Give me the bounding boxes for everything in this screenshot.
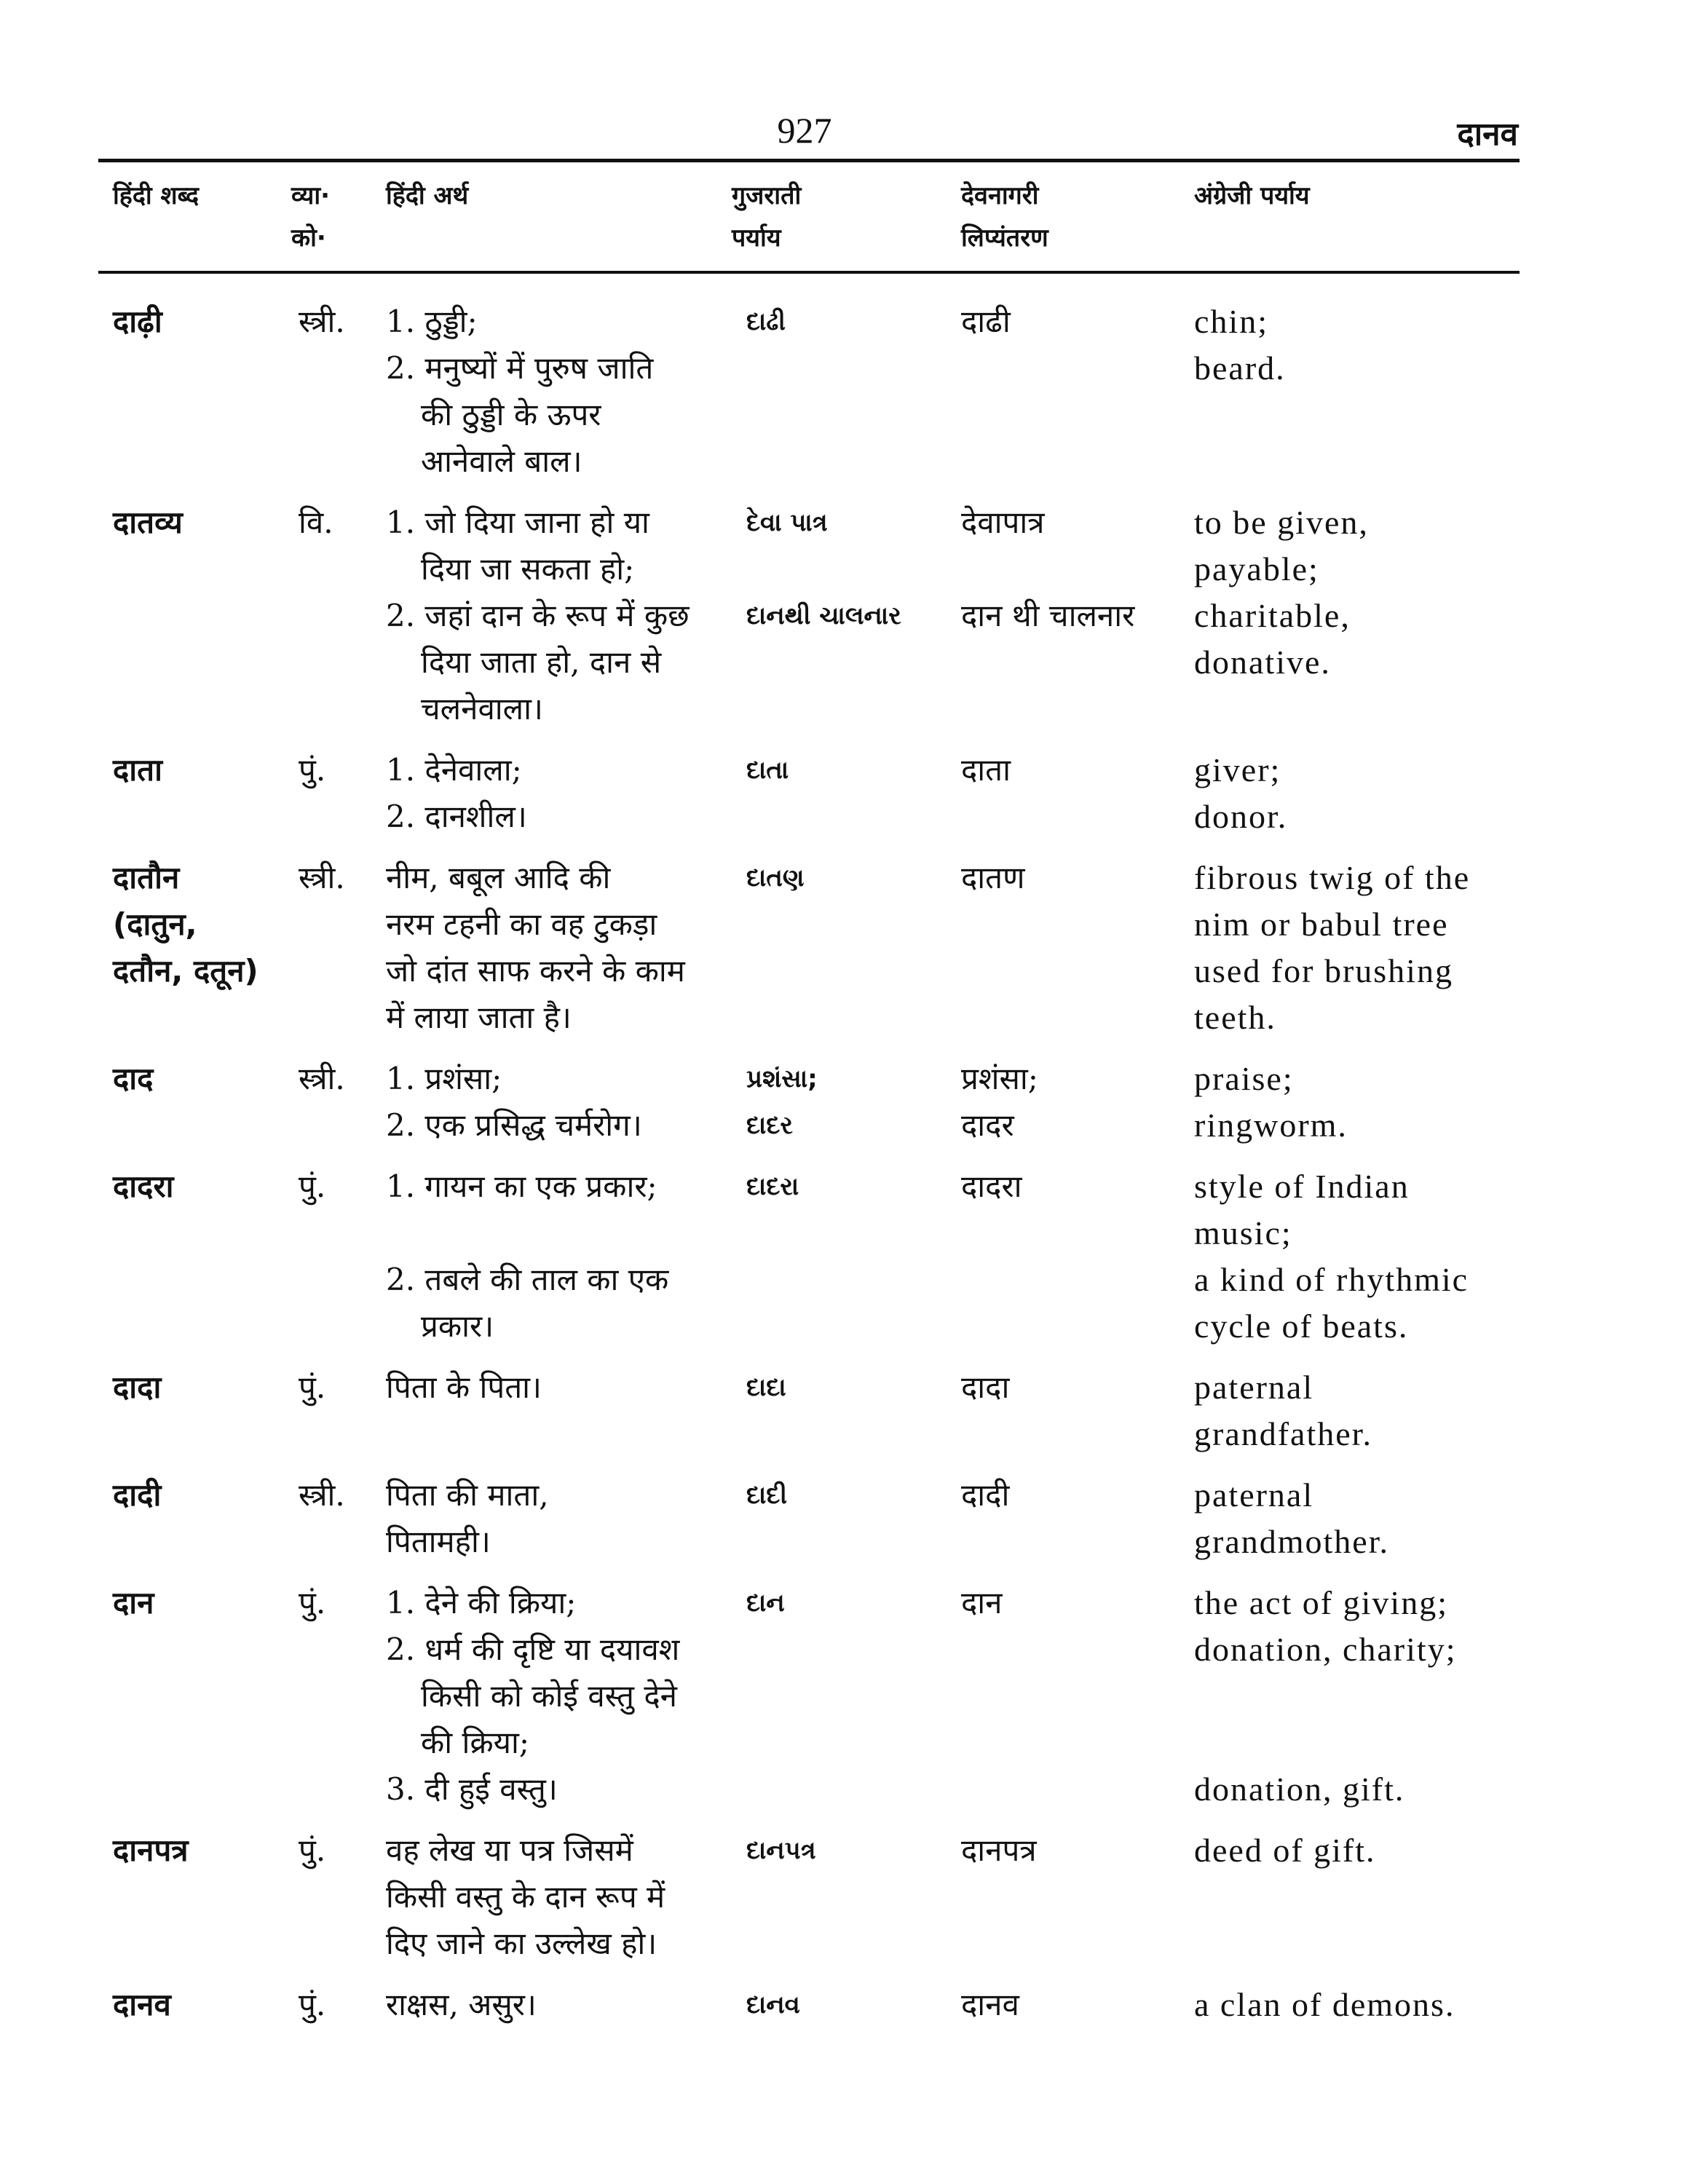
devanagari-transliteration: दान थी चालनार bbox=[961, 598, 1135, 633]
gujarati-equivalent: દાદર bbox=[746, 1111, 793, 1140]
headword bbox=[113, 1827, 299, 1967]
column-header-grammar bbox=[291, 175, 330, 259]
column-header-gujarati bbox=[732, 175, 801, 259]
hindi-meaning-line: 1. गायन का एक प्रकार; bbox=[386, 1168, 657, 1204]
column-header-grammar-line: व्या· bbox=[291, 181, 331, 210]
hindi-meaning-line: 2. दानशील। bbox=[386, 799, 527, 834]
hindi-meaning-line: दिया जा सकता हो; bbox=[421, 551, 635, 587]
hindi-meaning-line: 2. एक प्रसिद्ध चर्मरोग। bbox=[386, 1107, 642, 1143]
column-header-hindi-meaning: हिंदी अर्थ bbox=[386, 181, 469, 210]
hindi-meaning-line: 3. दी हुई वस्तु। bbox=[386, 1771, 558, 1807]
devanagari-transliteration bbox=[961, 1257, 1194, 1350]
headword-line: दानव bbox=[113, 1987, 171, 2022]
gujarati-equivalent: દાદી bbox=[746, 1481, 788, 1510]
devanagari-transliteration: प्रशंसा; bbox=[961, 1061, 1038, 1096]
headword bbox=[113, 1982, 299, 2028]
gujarati-equivalent: દાનવ bbox=[746, 1990, 800, 2019]
hindi-meaning-line: दिया जाता हो, दान से bbox=[421, 644, 662, 680]
hindi-meaning-line: 2. धर्म की दृष्टि या दयावश bbox=[386, 1631, 680, 1667]
gujarati-equivalent: પ્રશંસા; bbox=[746, 1064, 818, 1093]
column-header-devanagari bbox=[961, 175, 1048, 259]
english-equivalent-line: music; bbox=[1194, 1214, 1292, 1251]
devanagari-transliteration: देवापात्र bbox=[961, 505, 1045, 540]
hindi-meaning bbox=[386, 1257, 746, 1350]
hindi-meaning bbox=[386, 1626, 746, 1766]
english-equivalent bbox=[1194, 855, 1540, 1041]
hindi-meaning-line: 2. मनुष्यों में पुरुष जाति bbox=[386, 350, 654, 386]
english-equivalent bbox=[1194, 794, 1540, 840]
gujarati-equivalent: દાતા bbox=[746, 756, 789, 785]
english-equivalent-line: praise; bbox=[1194, 1060, 1294, 1097]
dictionary-entry bbox=[113, 1982, 1540, 2028]
hindi-meaning bbox=[386, 1364, 746, 1457]
devanagari-transliteration: दादी bbox=[961, 1477, 1010, 1513]
english-equivalent-line: giver; bbox=[1194, 751, 1281, 788]
hindi-meaning-line: 1. जो दिया जाना हो या bbox=[386, 505, 649, 540]
hindi-meaning bbox=[386, 1472, 746, 1565]
headword bbox=[113, 1364, 299, 1457]
english-equivalent-line: donation, gift. bbox=[1194, 1770, 1405, 1808]
dictionary-entry bbox=[113, 747, 1540, 840]
hindi-meaning-line: पिता के पिता। bbox=[386, 1369, 542, 1405]
gujarati-equivalent bbox=[746, 345, 961, 485]
english-equivalent bbox=[1194, 1102, 1540, 1149]
english-equivalent-line: grandfather. bbox=[1194, 1415, 1372, 1452]
english-equivalent-line: paternal bbox=[1194, 1369, 1314, 1406]
hindi-meaning bbox=[386, 1102, 746, 1149]
english-equivalent-line: a clan of demons. bbox=[1194, 1986, 1455, 2023]
english-equivalent-line: grandmother. bbox=[1194, 1523, 1389, 1560]
english-equivalent bbox=[1194, 345, 1540, 485]
headword-line: (दातुन, bbox=[113, 906, 197, 942]
english-equivalent bbox=[1194, 1580, 1540, 1626]
headword-line: दाढ़ी bbox=[113, 304, 162, 339]
grammar-label: स्त्री. bbox=[299, 1477, 345, 1513]
hindi-meaning-line: वह लेख या पत्र जिसमें bbox=[386, 1832, 633, 1868]
english-equivalent-line: donation, charity; bbox=[1194, 1631, 1457, 1668]
dictionary-entry bbox=[113, 1827, 1540, 1967]
english-equivalent-line: beard. bbox=[1194, 349, 1286, 387]
hindi-meaning-line: चलनेवाला। bbox=[421, 691, 543, 727]
gujarati-equivalent: દાતણ bbox=[746, 863, 805, 893]
hindi-meaning bbox=[386, 298, 746, 345]
grammar-label: पुं. bbox=[299, 1168, 326, 1204]
hindi-meaning-line: 2. जहां दान के रूप में कुछ bbox=[386, 598, 690, 633]
devanagari-transliteration: दानव bbox=[961, 1987, 1019, 2022]
headword bbox=[113, 1472, 299, 1565]
english-equivalent bbox=[1194, 1472, 1540, 1565]
hindi-meaning bbox=[386, 1766, 746, 1813]
gujarati-equivalent bbox=[746, 1766, 961, 1813]
devanagari-transliteration: दादरा bbox=[961, 1168, 1022, 1204]
hindi-meaning bbox=[386, 794, 746, 840]
hindi-meaning-line: 1. देनेवाला; bbox=[386, 752, 522, 788]
devanagari-transliteration: दान bbox=[961, 1585, 1003, 1621]
grammar-label: स्त्री. bbox=[299, 304, 345, 339]
headword-line: दाद bbox=[113, 1061, 154, 1096]
devanagari-transliteration bbox=[961, 1626, 1194, 1766]
column-header-devanagari-line: देवनागरी bbox=[961, 181, 1039, 210]
headword-line: दादी bbox=[113, 1477, 162, 1513]
gujarati-equivalent: દાદા bbox=[746, 1373, 786, 1402]
column-header-devanagari-line: लिप्यंतरण bbox=[961, 223, 1048, 253]
hindi-meaning-line: 1. ठुड्डी; bbox=[386, 304, 478, 339]
hindi-meaning-line: जो दांत साफ करने के काम bbox=[386, 953, 685, 989]
gujarati-equivalent: દાન bbox=[746, 1588, 785, 1618]
english-equivalent-line: used for brushing bbox=[1194, 952, 1453, 989]
english-equivalent-line: nim or babul tree bbox=[1194, 906, 1449, 943]
hindi-meaning-line: पितामही। bbox=[386, 1524, 491, 1559]
hindi-meaning-line: राक्षस, असुर। bbox=[386, 1987, 537, 2022]
english-equivalent-line: style of Indian bbox=[1194, 1168, 1410, 1205]
devanagari-transliteration bbox=[961, 794, 1194, 840]
dictionary-entry bbox=[113, 1472, 1540, 1565]
dictionary-entry bbox=[113, 1364, 1540, 1457]
english-equivalent bbox=[1194, 747, 1540, 794]
headword bbox=[113, 1580, 299, 1813]
devanagari-transliteration: दाता bbox=[961, 752, 1011, 788]
hindi-meaning-line: किसी वस्तु के दान रूप में bbox=[386, 1879, 665, 1915]
headword-line: दातव्य bbox=[113, 505, 183, 540]
english-equivalent bbox=[1194, 1364, 1540, 1457]
headword bbox=[113, 1163, 299, 1350]
headword bbox=[113, 298, 299, 485]
english-equivalent-line: fibrous twig of the bbox=[1194, 859, 1471, 896]
english-equivalent bbox=[1194, 1056, 1540, 1102]
hindi-meaning-line: आनेवाले बाल। bbox=[421, 443, 582, 479]
hindi-meaning-line: दिए जाने का उल्लेख हो। bbox=[386, 1926, 657, 1961]
headword-line: दानपत्र bbox=[113, 1832, 189, 1868]
english-equivalent-line: cycle of beats. bbox=[1194, 1307, 1409, 1345]
gujarati-equivalent: દાનથી ચાલનાર bbox=[746, 601, 901, 630]
top-rule bbox=[98, 159, 1520, 162]
english-equivalent-line: donor. bbox=[1194, 798, 1288, 835]
english-equivalent-line: charitable, bbox=[1194, 597, 1351, 634]
column-header-hindi-word: हिंदी शब्द bbox=[113, 181, 199, 210]
hindi-meaning bbox=[386, 1827, 746, 1967]
headword-line: दादा bbox=[113, 1369, 162, 1405]
hindi-meaning-line: में लाया जाता है। bbox=[386, 1000, 572, 1035]
english-equivalent bbox=[1194, 298, 1540, 345]
english-equivalent bbox=[1194, 1163, 1540, 1257]
gujarati-equivalent bbox=[746, 794, 961, 840]
headword-line: दादरा bbox=[113, 1168, 174, 1204]
hindi-meaning-line: 1. देने की क्रिया; bbox=[386, 1585, 577, 1621]
hindi-meaning bbox=[386, 499, 746, 593]
english-equivalent-line: chin; bbox=[1194, 303, 1268, 340]
column-header-grammar-line: को· bbox=[291, 223, 326, 253]
english-equivalent bbox=[1194, 1982, 1540, 2028]
grammar-label: स्त्री. bbox=[299, 1061, 345, 1096]
hindi-meaning-line: प्रकार। bbox=[421, 1308, 494, 1344]
gujarati-equivalent bbox=[746, 1626, 961, 1766]
headword bbox=[113, 1056, 299, 1149]
english-equivalent-line: donative. bbox=[1194, 644, 1331, 681]
hindi-meaning bbox=[386, 1982, 746, 2028]
header-bottom-rule bbox=[98, 271, 1520, 274]
column-header-gujarati-line: गुजराती bbox=[732, 181, 802, 210]
hindi-meaning bbox=[386, 747, 746, 794]
devanagari-transliteration: दादा bbox=[961, 1369, 1010, 1405]
english-equivalent-line: the act of giving; bbox=[1194, 1584, 1448, 1621]
column-header-gujarati-line: पर्याय bbox=[732, 223, 781, 253]
hindi-meaning bbox=[386, 593, 746, 732]
hindi-meaning-line: 2. तबले की ताल का एक bbox=[386, 1262, 669, 1297]
headword-line: दतौन, दतून) bbox=[113, 953, 258, 989]
page-number: 927 bbox=[777, 110, 832, 151]
english-equivalent bbox=[1194, 1827, 1540, 1967]
hindi-meaning-line: पिता की माता, bbox=[386, 1477, 549, 1513]
grammar-label: पुं. bbox=[299, 1369, 326, 1405]
gujarati-equivalent bbox=[746, 1257, 961, 1350]
hindi-meaning bbox=[386, 1056, 746, 1102]
english-equivalent-line: to be given, bbox=[1194, 504, 1369, 541]
grammar-label: पुं. bbox=[299, 1987, 326, 2022]
hindi-meaning-line: नीम, बबूल आदि की bbox=[386, 860, 611, 895]
headword-line: दान bbox=[113, 1585, 154, 1621]
hindi-meaning-line: 1. प्रशंसा; bbox=[386, 1061, 502, 1096]
headword bbox=[113, 747, 299, 840]
devanagari-transliteration bbox=[961, 345, 1194, 485]
dictionary-entry bbox=[113, 1056, 1540, 1149]
dictionary-entries bbox=[113, 298, 1540, 2043]
running-head: दानव bbox=[1457, 116, 1518, 153]
dictionary-entry bbox=[113, 1163, 1540, 1350]
english-equivalent bbox=[1194, 1257, 1540, 1350]
hindi-meaning bbox=[386, 1163, 746, 1257]
hindi-meaning-line: किसी को कोई वस्तु देने bbox=[421, 1678, 677, 1714]
headword-line: दातौन bbox=[113, 860, 180, 895]
english-equivalent-line: payable; bbox=[1194, 550, 1319, 587]
headword bbox=[113, 499, 299, 732]
english-equivalent-line: teeth. bbox=[1194, 999, 1276, 1036]
devanagari-transliteration: दादर bbox=[961, 1107, 1014, 1143]
dictionary-entry bbox=[113, 298, 1540, 485]
grammar-label: पुं. bbox=[299, 1585, 326, 1621]
grammar-label: पुं. bbox=[299, 752, 326, 788]
english-equivalent bbox=[1194, 1626, 1540, 1766]
english-equivalent bbox=[1194, 593, 1540, 732]
english-equivalent-line: deed of gift. bbox=[1194, 1832, 1376, 1869]
hindi-meaning bbox=[386, 1580, 746, 1626]
grammar-label: पुं. bbox=[299, 1832, 326, 1868]
hindi-meaning-line: नरम टहनी का वह टुकड़ा bbox=[386, 906, 657, 942]
english-equivalent-line: paternal bbox=[1194, 1476, 1314, 1514]
headword bbox=[113, 855, 299, 1041]
devanagari-transliteration bbox=[961, 1766, 1194, 1813]
gujarati-equivalent: દેવા પાત્ર bbox=[746, 508, 828, 537]
hindi-meaning-line: की क्रिया; bbox=[421, 1725, 530, 1760]
hindi-meaning bbox=[386, 345, 746, 485]
gujarati-equivalent: દાદરા bbox=[746, 1172, 799, 1201]
hindi-meaning-line: की ठुड्डी के ऊपर bbox=[421, 397, 601, 432]
english-equivalent-line: a kind of rhythmic bbox=[1194, 1261, 1469, 1298]
hindi-meaning bbox=[386, 855, 746, 1041]
dictionary-entry bbox=[113, 855, 1540, 1041]
column-header-english: अंग्रेजी पर्याय bbox=[1194, 181, 1310, 210]
devanagari-transliteration: दानपत्र bbox=[961, 1832, 1037, 1868]
dictionary-entry bbox=[113, 499, 1540, 732]
gujarati-equivalent: દાઢી bbox=[746, 307, 786, 336]
english-equivalent-line: ringworm. bbox=[1194, 1107, 1348, 1144]
headword-line: दाता bbox=[113, 752, 162, 788]
gujarati-equivalent: દાનપત્ર bbox=[746, 1836, 816, 1865]
dictionary-entry bbox=[113, 1580, 1540, 1813]
grammar-label: वि. bbox=[299, 505, 333, 540]
grammar-label: स्त्री. bbox=[299, 860, 345, 895]
devanagari-transliteration: दाढी bbox=[961, 304, 1011, 339]
english-equivalent bbox=[1194, 1766, 1540, 1813]
english-equivalent bbox=[1194, 499, 1540, 593]
devanagari-transliteration: दातण bbox=[961, 860, 1025, 895]
